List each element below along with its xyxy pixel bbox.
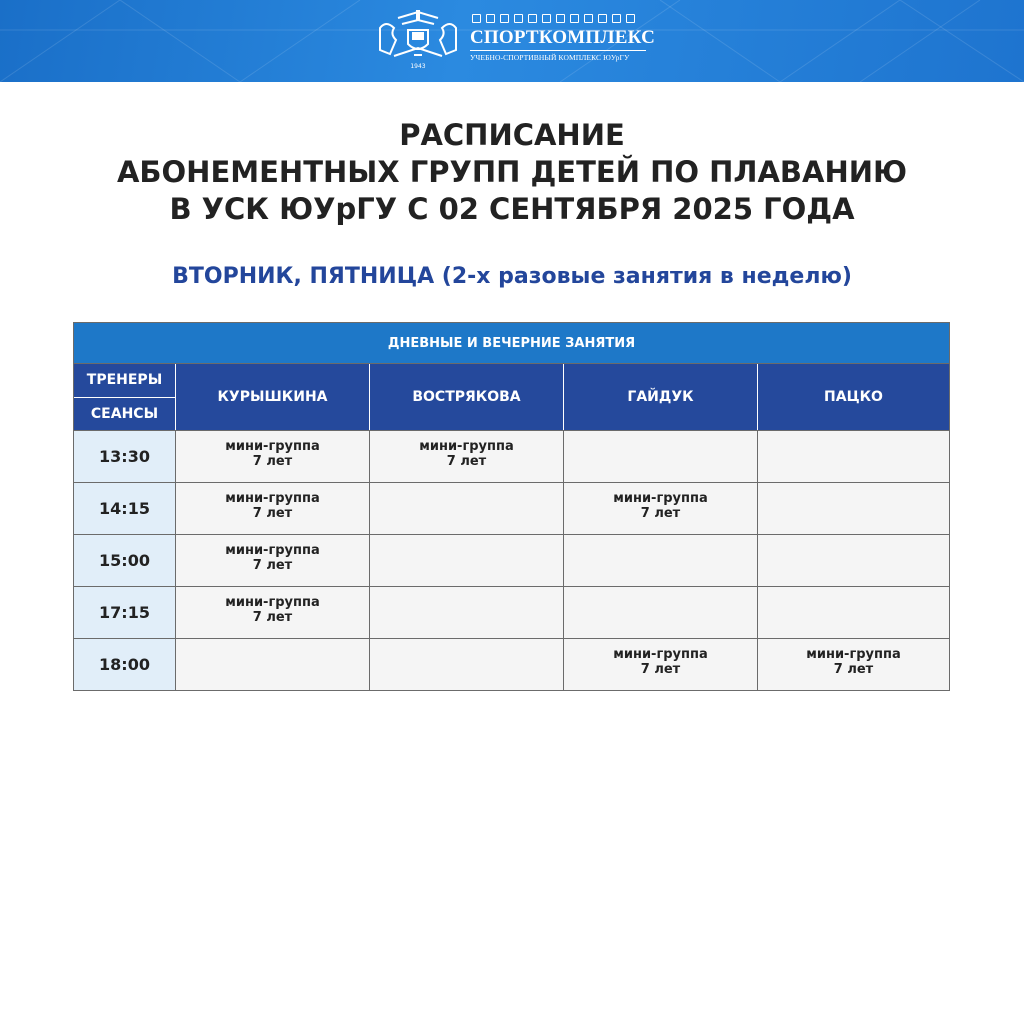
group-age: 7 лет	[446, 454, 487, 469]
title-line-3: В УСК ЮУрГУ С 02 СЕНТЯБРЯ 2025 ГОДА	[169, 192, 855, 226]
group-age: 7 лет	[252, 454, 293, 469]
table-cell	[370, 639, 564, 690]
session-time: 15:00	[74, 535, 176, 586]
corner-header-cell	[74, 364, 176, 430]
trainers-label: ТРЕНЕРЫ	[74, 364, 175, 398]
trainer-header: ПАЦКО	[824, 389, 883, 405]
trainer-header: ВОСТРЯКОВА	[370, 364, 564, 430]
table-cell	[176, 483, 370, 534]
title-line-2: АБОНЕМЕНТНЫХ ГРУПП ДЕТЕЙ ПО ПЛАВАНИЮ	[116, 155, 908, 189]
group-age: 7 лет	[640, 662, 681, 677]
table-row	[74, 587, 949, 639]
sport-icon	[570, 14, 579, 23]
table-cell	[370, 431, 564, 482]
title-line-1: РАСПИСАНИЕ	[399, 118, 625, 152]
brand-divider	[470, 50, 646, 51]
logo-year: 1943	[410, 63, 426, 70]
schedule-days-subtitle: ВТОРНИК, ПЯТНИЦА (2-х разовые занятия в неделю)	[172, 264, 852, 289]
table-cell	[564, 639, 758, 690]
sport-icon	[626, 14, 635, 23]
trainer-header: КУРЫШКИНА	[176, 364, 370, 430]
brand-name: СПОРТКОМПЛЕКС	[470, 27, 656, 48]
table-cell	[370, 535, 564, 586]
page-title	[0, 117, 1024, 228]
table-row	[74, 431, 949, 483]
group-name: мини-группа	[225, 491, 320, 506]
table-cell	[176, 639, 370, 690]
sport-icon	[486, 14, 495, 23]
sport-icons-row	[472, 14, 660, 24]
sessions-label: СЕАНСЫ	[90, 405, 159, 422]
table-row	[74, 535, 949, 587]
session-time: 14:15	[74, 483, 176, 534]
group-name: мини-группа	[613, 491, 708, 506]
table-cell	[564, 535, 758, 586]
schedule-table	[73, 322, 950, 691]
sport-icon	[528, 14, 537, 23]
table-cell	[758, 639, 949, 690]
table-cell	[176, 535, 370, 586]
group-name: мини-группа	[613, 647, 708, 662]
university-emblem-logo	[372, 10, 464, 72]
group-name: мини-группа	[806, 647, 901, 662]
sport-icon	[500, 14, 509, 23]
table-cell	[176, 587, 370, 638]
table-cell	[758, 483, 949, 534]
table-cell	[564, 483, 758, 534]
table-cell	[758, 587, 949, 638]
header-banner	[0, 0, 1024, 82]
group-age: 7 лет	[833, 662, 874, 677]
sport-icon	[472, 14, 481, 23]
table-cell	[564, 431, 758, 482]
table-header-row	[74, 364, 949, 431]
session-time: 17:15	[74, 587, 176, 638]
sport-icon	[514, 14, 523, 23]
group-age: 7 лет	[640, 506, 681, 521]
table-cell	[564, 587, 758, 638]
group-name: мини-группа	[419, 439, 514, 454]
sport-icon	[556, 14, 565, 23]
group-age: 7 лет	[252, 506, 293, 521]
brand-block	[470, 14, 660, 70]
session-time: 13:30	[74, 431, 176, 482]
group-name: мини-группа	[225, 543, 320, 558]
session-time: 18:00	[74, 639, 176, 690]
table-cell	[370, 587, 564, 638]
table-cell	[370, 483, 564, 534]
sport-icon	[542, 14, 551, 23]
sport-icon	[584, 14, 593, 23]
table-row	[74, 639, 949, 690]
group-name: мини-группа	[225, 439, 320, 454]
group-name: мини-группа	[225, 595, 320, 610]
sport-icon	[598, 14, 607, 23]
section-label: ДНЕВНЫЕ И ВЕЧЕРНИЕ ЗАНЯТИЯ	[74, 323, 949, 364]
table-cell	[758, 431, 949, 482]
group-age: 7 лет	[252, 610, 293, 625]
table-cell	[758, 535, 949, 586]
table-row	[74, 483, 949, 535]
table-cell	[176, 431, 370, 482]
trainer-header: ГАЙДУК	[564, 364, 758, 430]
group-age: 7 лет	[252, 558, 293, 573]
sport-icon	[612, 14, 621, 23]
brand-subtitle: УЧЕБНО-СПОРТИВНЫЙ КОМПЛЕКС ЮУрГУ	[470, 53, 630, 62]
